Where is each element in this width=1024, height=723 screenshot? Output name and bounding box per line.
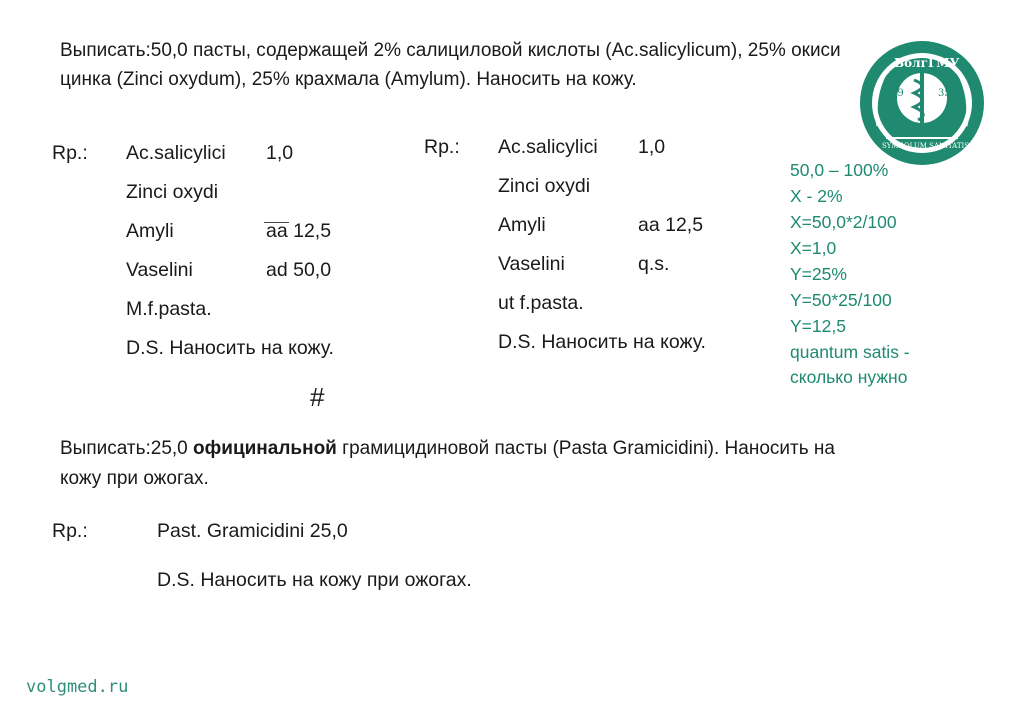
rx1-dose: ad 50,0 [266,259,332,281]
rx2-name: Ac.salicylici [498,136,598,158]
rx1-name: Amyli [126,220,174,242]
rx1-name: Zinci oxydi [126,181,219,203]
logo-year-right: 35 [938,88,951,99]
calc-line: Y=50*25/100 [790,290,892,310]
task2-line2: кожу при ожогах. [60,468,209,489]
calc-line: 50,0 – 100% [790,160,889,180]
rx2-name: ut f.pasta. [498,292,584,314]
rx2-label: Rp.: [424,136,460,158]
rx2-dose: q.s. [638,253,670,275]
rx1-dose: aa 12,5 [266,220,332,242]
rx1-name: M.f.pasta. [126,298,212,320]
rx2-dose: 1,0 [638,136,666,158]
logo-top-text: ВолгГМУ [894,56,960,70]
rx3-line1: Past. Gramicidini 25,0 [157,520,348,542]
rx2-name: Zinci oxydi [498,175,591,197]
rx1-name: D.S. Наносить на кожу. [126,337,334,359]
rx2-dose: aa 12,5 [638,214,704,236]
calc-line: сколько нужно [790,367,908,387]
calc-line: Y=25% [790,264,847,284]
task1-line2: цинка (Zinci oxydum), 25% крахмала (Amylum). Наносить на кожу. [60,69,637,90]
university-logo [856,38,988,168]
calc-line: X - 2% [790,186,843,206]
rx1-label: Rp.: [52,142,88,164]
rx1-dose: 1,0 [266,142,294,164]
task2-bold: официнальной [193,438,337,459]
rx2-name: Vaselini [498,253,565,275]
calc-line: Y=12,5 [790,316,846,336]
separator-hash: # [310,382,325,412]
task2-suffix: грамицидиновой пасты (Pasta Gramicidini). Наносить на [336,438,835,459]
rx3-label: Rp.: [52,520,88,542]
rx1-name: Ac.salicylici [126,142,226,164]
footer-site: volgmed.ru [26,677,129,697]
calc-line: X=1,0 [790,238,837,258]
task1-line1: Выписать:50,0 пасты, содержащей 2% салициловой кислоты (Ac.salicylicum), 25% окиси [60,40,841,61]
task2-line1 [60,434,835,463]
task2-prefix: Выписать:25,0 [60,438,194,459]
rx1-name: Vaselini [126,259,193,281]
rx2-name: Amyli [498,214,546,236]
calc-line: X=50,0*2/100 [790,212,897,232]
rx2-name: D.S. Наносить на кожу. [498,331,706,353]
logo-bottom-text: SYMBOLUM SANITATIS [882,142,970,150]
rx3-line2: D.S. Наносить на кожу при ожогах. [157,569,472,591]
calc-line: quantum satis - [790,342,910,362]
logo-year-left: 19 [891,88,904,99]
